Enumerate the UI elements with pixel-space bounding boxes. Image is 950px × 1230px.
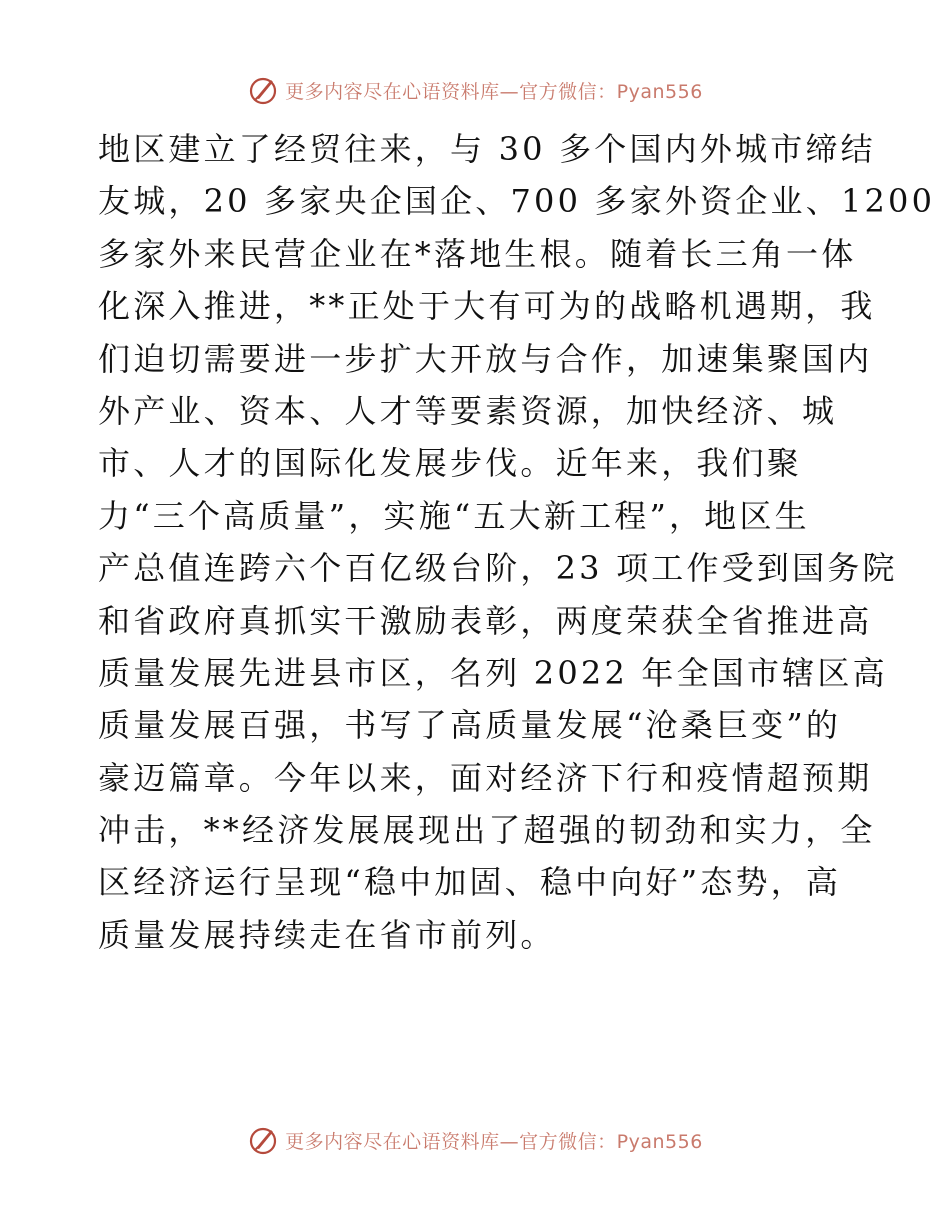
body-line: 友城，20 多家央企国企、700 多家外资企业、1200 xyxy=(98,182,936,221)
body-line: 力“三个高质量”，实施“五大新工程”，地区生 xyxy=(98,496,810,535)
body-line: 化深入推进，**正处于大有可为的战略机遇期，我 xyxy=(98,287,876,326)
quill-circle-logo-icon xyxy=(247,1124,279,1156)
document-body xyxy=(98,123,936,961)
footer-banner-content xyxy=(247,1124,703,1156)
body-line: 多家外来民营企业在*落地生根。随着长三角一体 xyxy=(98,234,857,273)
body-line: 冲击，**经济发展展现出了超强的韧劲和实力，全 xyxy=(98,811,876,850)
body-line: 质量发展先进县市区，名列 2022 年全国市辖区高 xyxy=(98,653,888,692)
body-line: 和省政府真抓实干激励表彰，两度荣获全省推进高 xyxy=(98,601,873,640)
body-line: 市、人才的国际化发展步伐。近年来，我们聚 xyxy=(98,444,803,483)
body-line: 区经济运行呈现“稳中加固、稳中向好”态势，高 xyxy=(98,863,842,902)
body-line: 质量发展持续走在省市前列。 xyxy=(98,915,556,954)
body-line: 产总值连跨六个百亿级台阶，23 项工作受到国务院 xyxy=(98,549,898,588)
quill-circle-logo-icon xyxy=(247,74,279,106)
header-banner-content xyxy=(247,74,703,106)
header-banner-text: 更多内容尽在心语资料库—官方微信：Pyan556 xyxy=(285,80,703,103)
body-line: 外产业、资本、人才等要素资源，加快经济、城 xyxy=(98,391,838,430)
body-line: 豪迈篇章。今年以来，面对经济下行和疫情超预期 xyxy=(98,758,873,797)
footer-banner xyxy=(0,1120,950,1160)
body-line: 质量发展百强，书写了高质量发展“沧桑巨变”的 xyxy=(98,706,842,745)
header-banner xyxy=(0,70,950,110)
footer-banner-text: 更多内容尽在心语资料库—官方微信：Pyan556 xyxy=(285,1130,703,1153)
body-line: 们迫切需要进一步扩大开放与合作，加速集聚国内 xyxy=(98,339,873,378)
body-line: 地区建立了经贸往来，与 30 多个国内外城市缔结 xyxy=(98,130,876,168)
